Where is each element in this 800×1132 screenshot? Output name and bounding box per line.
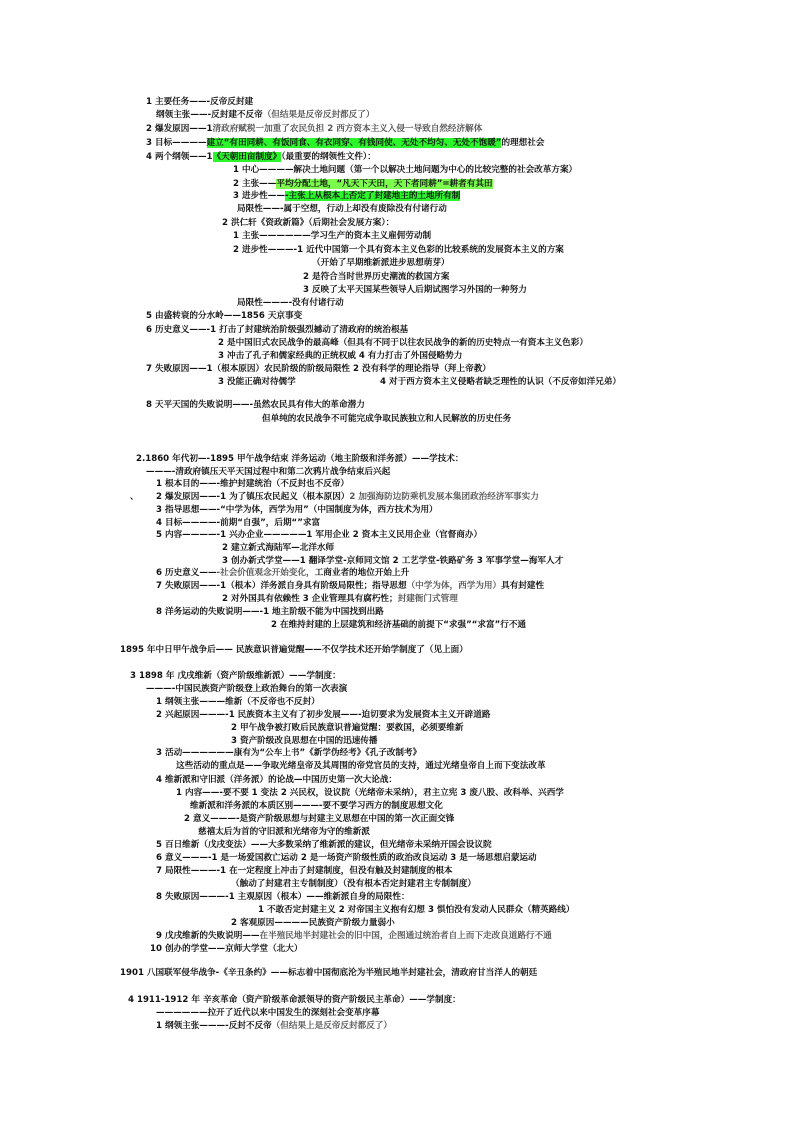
s4-line-11: 维新派和洋务派的本质区别———-要不要学习西方的制度思想文化 [190,801,443,811]
s4-line-6: 3 资产阶级改良思想在中国的迅速传播 [231,736,378,746]
s2-line-7: 5 内容————-1 兴办企业—————1 军用企业 2 资本主义民用企业（官督商办） [156,530,483,540]
s1-line-20: 3 冲击了孔子和儒家经典的正统权威 4 有力打击了外国侵略势力 [218,351,463,361]
s2-line-10c: 工商业者的地位开始上升 [314,568,410,578]
s1-line-11: 1 主张——————学习生产的资本主义雇佣劳动制 [233,231,432,241]
s1-line-17: 5 由盛转衰的分水岭——1856 天京事变 [146,311,303,321]
s1-line-3a: 2 爆发原因——1 [146,124,213,134]
s4-line-14: 5 百日维新（戊戌变法）——大多数采纳了维新派的建议，但光绪帝未采纳开国会设议院 [156,840,492,850]
s1-highlight-progress: -主张上从根本上否定了封建地主的土地所有制 [284,191,461,201]
s4-line-2: ———-中国民族资产阶级登上政治舞台的第一次表演 [146,684,348,694]
s2-line-9: 3 创办新式学堂——1 翻译学堂-京师同文馆 2 工艺学堂-铁路矿务 3 军事学堂—海军人才 [222,556,564,566]
s1-line-2a: 纲领主张——-反封建不反帝 [156,110,263,120]
s5-line-1: 1901 八国联军侵华战争-《辛丑条约》——标志着中国彻底沦为半殖民地半封建社会，清政府甘当洋人的朝廷 [120,968,538,978]
s1-line-22b: 4 对于西方资本主义侵略者缺乏理性的认识（不反帝如洋兄弟） [380,377,622,387]
s1-line-8 [233,190,460,202]
s2-line-2: ———-清政府镇压天平天国过程中和第二次鸦片战争结束后兴起 [146,467,391,477]
s2-line-10 [156,567,409,579]
s6-line-3a: 1 纲领主张———-反封不反帝 [156,1021,272,1031]
s1-line-15: 3 反映了太平天国某些领导人后期试图学习外国的一种努力 [303,285,527,295]
s3-line-1: 1895 年中日甲午战争后—— 民族意识普遍觉醒——不仅学技术还开始学制度了（见上面） [120,645,468,655]
s1-line-23: 8 天平天国的失败说明——-虽然农民具有伟大的革命潜力 [146,400,365,410]
s2-line-11b: （中学为体，西学为用） [406,581,502,591]
s2-line-12a: 2 对外国具有依赖性 3 企业管理具有腐朽性； [222,594,398,604]
s4-line-1: 3 1898 年 戊戌维新（资产阶级维新派）——学制度： [130,671,341,681]
s4-line-21 [156,930,552,942]
s1-line-5c: （最重要的纲领性文件）： [281,152,376,162]
s4-line-10: 1 内容——-要不要 1 变法 2 兴民权，设议院（光绪帝未采纳），君主立宪 3 废八股、改科举、兴西学 [176,788,564,798]
s4-line-17: （触动了封建君主专制制度）（没有根本否定封建君主专制制度） [231,879,476,889]
s2-line-4a: 2 爆发原因——-1 为了镇压农民起义（根本原因） [156,492,350,502]
s2-line-11 [156,580,544,592]
s2-line-13: 8 洋务运动的失败说明——-1 地主阶级不能为中国找到出路 [156,607,384,617]
s4-line-5: 2 甲午战争被打败后民族意识普遍觉醒：要救国，必须要维新 [231,723,464,733]
s2-line-4b: 2 加强海防边防乘机发展本集团政治经济军事实力 [349,492,539,502]
s1-line-10: 2 洪仁轩《资政新篇》（后期社会发展方案）： [222,218,395,228]
s2-line-12b: 封建衙门式管理 [397,594,458,604]
s2-line-11a: 7 失败原因——-1（根本）洋务派自身具有阶级局限性；指导思想 [156,581,407,591]
s1-highlight-land: 平均分配土地，“凡天下天田，天下者同耕” [276,179,443,189]
s2-line-3: 1 根本目的——-维护封建统治（不反封也不反帝） [156,479,350,489]
s1-line-16: 局限性———-没有付诸行动 [237,298,344,308]
s1-line-3b: 清政府赋税一加重了农民负担 2 西方资本主义入侵一导致自然经济解体 [212,124,483,134]
s4-line-15: 6 意义———-1 是一场爱国救亡运动 2 是一场资产阶级性质的政治改良运动 3 是一场思想启蒙运动 [156,853,537,863]
s1-line-22a: 3 没能正确对待儒学 [218,377,296,387]
s4-line-22: 10 创办的学堂——京师大学堂（北大） [150,944,303,954]
s2-line-8: 2 建立新式海陆军—北洋水师 [222,543,335,553]
s4-line-21a: 9 戊戌维新的失败说明—— [156,931,260,941]
s6-line-3 [156,1020,392,1032]
s6-line-1: 4 1911-1912 年 辛亥革命（资产阶级革命派领导的资产阶级民主革命）——学制度： [128,995,461,1005]
s1-line-9: 局限性——-属于空想，行动上却没有废除没有付诸行动 [237,204,447,214]
s4-line-19: 1 不敢否定封建主义 2 对帝国主义抱有幻想 3 惧怕没有发动人民群众（精英路线） [258,905,575,915]
s2-line-14: 2 在维持封建的上层建筑和经济基础的前提下“求强”“求富”行不通 [271,620,527,630]
s4-line-16: 7 局限性———-1 在一定程度上冲击了封建制度，但没有触及封建制度的根本 [156,866,453,876]
s1-highlight-tiller: =耕者有其田 [442,179,493,189]
s4-line-7: 3 活动——————康有为“公车上书”《新学伪经考》《孔子改制考》 [156,748,422,758]
s1-line-2b: （但结果是反帝反封都反了） [262,110,375,120]
s1-line-8a: 3 进步性—— [233,191,285,201]
s1-line-6: 1 中心————解决土地问题（第一个以解决土地问题为中心的比较完整的社会改革方案） [233,165,578,175]
s4-line-21b: 在半殖民地半封建社会的旧中国，企图通过统治者自上而下走改良道路行不通 [259,931,552,941]
s1-line-13: （开始了早期维新派进步思想萌芽） [312,258,450,268]
s1-line-1: 1 主要任务——-反帝反封建 [146,97,254,107]
s1-line-4a: 3 目标———— [146,138,207,148]
s4-line-12: 2 意义———-是资产阶级思想与封建主义思想在中国的第一次正面交锋 [184,814,455,824]
s1-line-14: 2 是符合当时世界历史潮流的救国方案 [303,272,450,282]
s2-line-4 [156,491,539,503]
s2-line-10b: -社会价值观念开始变化， [216,568,315,578]
s1-highlight-tianchao: 《天朝田亩制度》 [212,152,282,162]
s1-line-4c: 的理想社会 [501,138,545,148]
s1-line-19: 2 是中国旧式农民战争的最高峰（但具有不同于以往农民战争的新的历史特点一有资本主义色彩） [218,338,588,348]
s1-line-7a: 2 主张—— [233,179,277,189]
s2-line-11c: 具有封建性 [501,581,545,591]
s6-line-3b: （但结果上是反帝反封都反了） [271,1021,392,1031]
s6-line-2: ——————拉开了近代以来中国发生的深刻社会变革序幕 [156,1008,380,1018]
s2-line-10a: 6 历史意义—— [156,568,217,578]
s2-bullet-mark: 、 [130,492,139,502]
s1-line-21: 7 失败原因——1（根本原因）农民阶级的阶级局限性 2 没有科学的理论指导（拜上帝教） [146,364,491,374]
s1-line-4 [146,137,544,149]
s4-line-18: 8 失败原因———-1 主观原因（根本）——维新派自身的局限性： [156,892,410,902]
s1-line-12: 2 进步性———-1 近代中国第一个具有资本主义色彩的比较系统的发展资本主义的方案 [233,245,564,255]
s4-line-9: 4 维新派和守旧派（洋务派）的论战—中国历史第一次大论战： [156,775,398,785]
s2-line-1: 2.1860 年代初—-1895 甲午战争结束 洋务运动（地主阶级和洋务派）——学技术： [136,454,464,464]
s2-line-12 [222,593,458,605]
s1-line-18: 6 历史意义——-1 打击了封建统治阶级强烈撼动了清政府的统治根基 [146,325,409,335]
s4-line-8: 这些活动的重点是——争取光绪皇帝及其周围的帝党官员的支持，通过光绪皇帝自上而下变法改革 [176,761,546,771]
s4-line-4: 2 兴起原因———-1 民族资本主义有了初步发展——-迫切要求为发展资本主义开辟道路 [156,710,491,720]
s4-line-20: 2 客观原因————民族资产阶级力量弱小 [231,918,395,928]
s1-line-7 [233,178,493,190]
s2-line-5: 3 指导思想——-“中学为体，西学为用”（中国制度为体，西方技术为用） [156,505,438,515]
s1-line-2 [156,109,374,121]
s1-line-3 [146,123,482,135]
s1-line-5 [146,151,376,163]
s1-line-24: 但单纯的农民战争不可能完成争取民族独立和人民解放的历史任务 [262,414,512,424]
s4-line-13: 慈禧太后为首的守旧派和光绪帝为守的维新派 [198,827,370,837]
s1-highlight-goal: 建立“有田同耕、有饭同食、有衣同穿、有钱同使、无处不均匀、无处不饱暖” [206,138,502,148]
s2-line-6: 4 目标————-前期“自强”，后期“”求富 [156,518,321,528]
s4-line-3: 1 纲领主张———维新（不反帝也不反封） [156,697,320,707]
s1-line-5a: 4 两个纲领——1 [146,152,213,162]
